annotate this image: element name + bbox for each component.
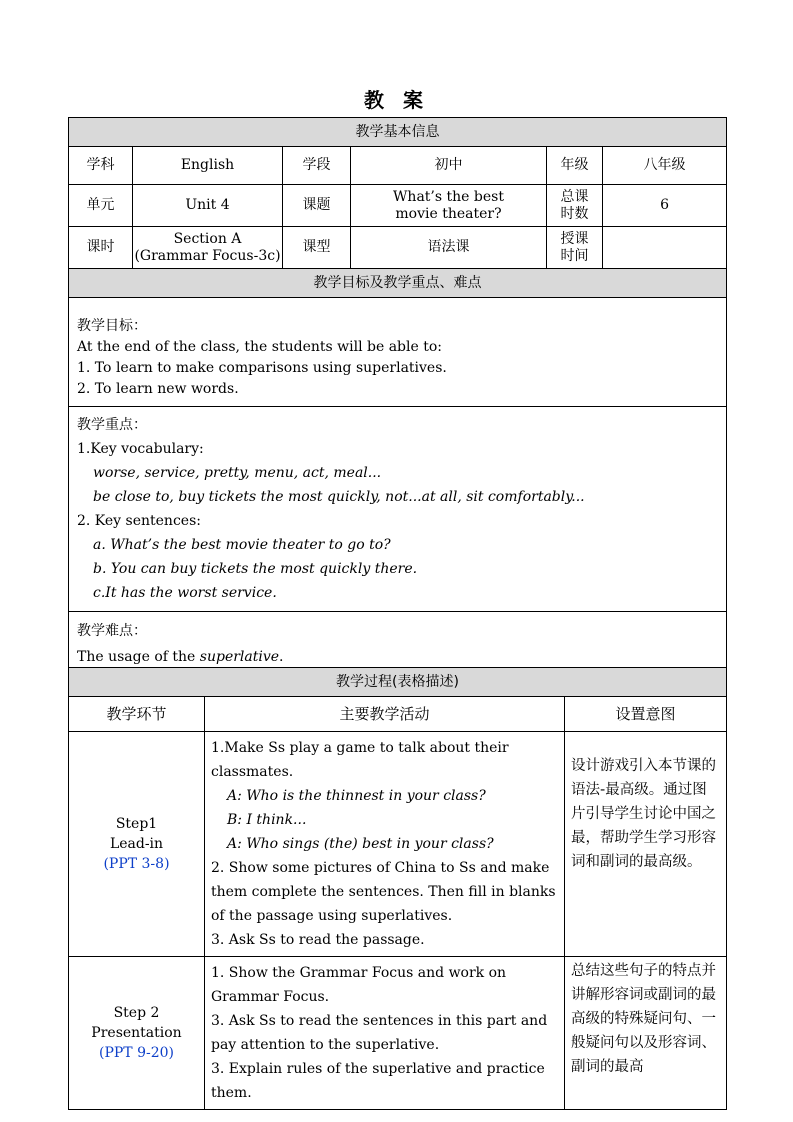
- process-header: 教学过程(表格描述): [69, 668, 727, 697]
- period-section: Section A: [173, 230, 242, 247]
- difficulty-text-pre: The usage of the: [77, 649, 200, 665]
- stage-value: 初中: [351, 147, 547, 185]
- step-activities: [205, 957, 565, 1110]
- teaching-time-label: 授课时间: [547, 227, 603, 269]
- step-intent: 总结这些句子的特点并讲解形容词或副词的最高级的特殊疑问句、一般疑问句以及形容词、副词的最高: [565, 957, 727, 1110]
- teaching-time-value: [603, 227, 727, 269]
- period-value: [133, 227, 283, 269]
- key-sentence: c.It has the worst service.: [93, 585, 277, 601]
- step-cell: [69, 957, 205, 1110]
- objectives-line: 2. To learn new words.: [77, 381, 239, 397]
- col-header-stage: 教学环节: [69, 697, 205, 732]
- unit-label: 单元: [69, 185, 133, 227]
- step-sub: Presentation: [91, 1025, 182, 1041]
- grade-label: 年级: [547, 147, 603, 185]
- activity-line: A: Who sings (the) best in your class?: [227, 836, 494, 852]
- lesson-type-value: 语法课: [351, 227, 547, 269]
- col-header-intent: 设置意图: [565, 697, 727, 732]
- stage-label: 学段: [283, 147, 351, 185]
- activity-line: B: I think...: [227, 812, 307, 828]
- key-points-section: [69, 407, 727, 612]
- activity-line: 2. Show some pictures of China to Ss and make them complete the sentences. Then fill in blanks of the passage using superlatives.: [211, 860, 556, 924]
- key-sentences-label: 2. Key sentences:: [77, 513, 201, 529]
- step-cell: [69, 732, 205, 957]
- lesson-type-label: 课型: [283, 227, 351, 269]
- activity-line: 1.Make Ss play a game to talk about their classmates.: [211, 740, 509, 780]
- key-sentence: b. You can buy tickets the most quickly there.: [93, 561, 418, 577]
- objectives-title: 教学目标：: [77, 318, 147, 334]
- topic-value: What’s the best movie theater?: [351, 185, 547, 227]
- difficulty-text-em: superlative: [199, 649, 280, 665]
- step-ppt: (PPT 9-20): [98, 1045, 174, 1061]
- key-sentence: a. What’s the best movie theater to go to?: [93, 537, 391, 553]
- period-focus: (Grammar Focus-3c): [134, 247, 281, 264]
- key-vocab-label: 1.Key vocabulary:: [77, 441, 204, 457]
- document-title: 教 案: [364, 88, 429, 112]
- basic-info-header: 教学基本信息: [69, 118, 727, 147]
- difficulty-text-post: .: [279, 649, 284, 665]
- key-points-title: 教学重点：: [77, 417, 147, 433]
- step-activities: [205, 732, 565, 957]
- goals-header: 教学目标及教学重点、难点: [69, 269, 727, 298]
- subject-value: English: [133, 147, 283, 185]
- step-intent: 设计游戏引入本节课的语法-最高级。通过图片引导学生讨论中国之最，帮助学生学习形容词和副词的最高级。: [565, 732, 727, 957]
- unit-value: Unit 4: [133, 185, 283, 227]
- col-header-activities: 主要教学活动: [205, 697, 565, 732]
- topic-label: 课题: [283, 185, 351, 227]
- key-vocab-line: be close to, buy tickets the most quickly, not...at all, sit comfortably...: [93, 489, 585, 505]
- period-label: 课时: [69, 227, 133, 269]
- activity-line: 3. Ask Ss to read the passage.: [211, 932, 425, 948]
- subject-label: 学科: [69, 147, 133, 185]
- step-name: Step1: [115, 816, 158, 832]
- key-vocab-line: worse, service, pretty, menu, act, meal...: [93, 465, 382, 481]
- difficulty-title: 教学难点：: [77, 623, 147, 639]
- step-ppt: (PPT 3-8): [103, 856, 170, 872]
- step-name: Step 2: [113, 1005, 160, 1021]
- total-hours-value: 6: [603, 185, 727, 227]
- objectives-line: At the end of the class, the students will be able to:: [77, 339, 442, 355]
- objectives-line: 1. To learn to make comparisons using superlatives.: [77, 360, 447, 376]
- activity-line: 3. Explain rules of the superlative and practice them.: [211, 1061, 545, 1101]
- step-sub: Lead-in: [109, 836, 164, 852]
- grade-value: 八年级: [603, 147, 727, 185]
- objectives-section: [69, 298, 727, 407]
- activity-line: 3. Ask Ss to read the sentences in this part and pay attention to the superlative.: [211, 1013, 548, 1053]
- activity-line: 1. Show the Grammar Focus and work on Grammar Focus.: [211, 965, 507, 1005]
- process-table: [68, 667, 727, 1110]
- total-hours-label: 总课时数: [547, 185, 603, 227]
- activity-line: A: Who is the thinnest in your class?: [227, 788, 486, 804]
- basic-info-table: [68, 117, 727, 680]
